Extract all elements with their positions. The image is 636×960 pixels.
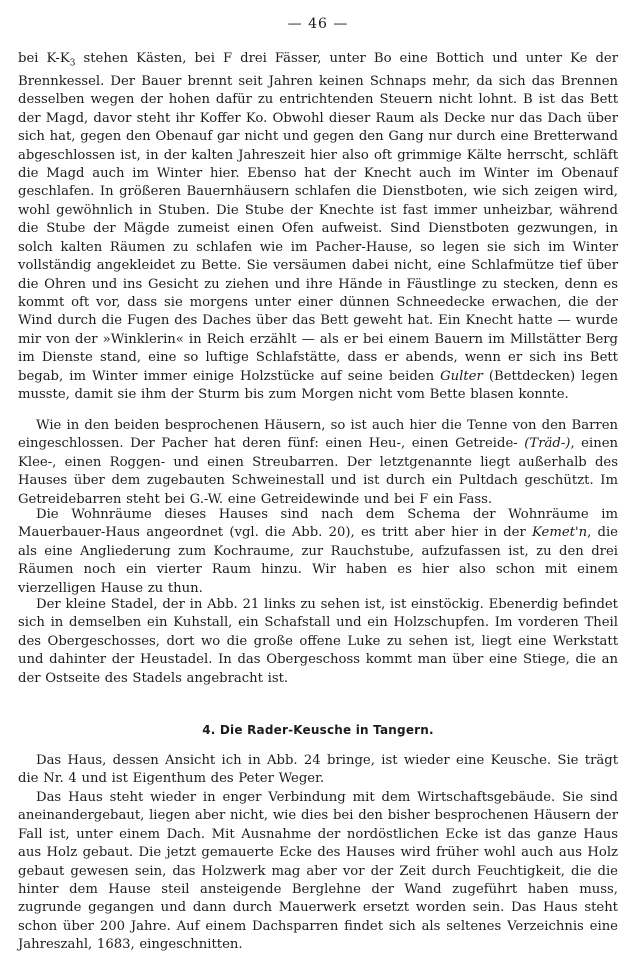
p1-text-a: bei K-K [18,51,70,66]
p2-text-a: Wie in den beiden besprochenen Häusern, so ist auch hier die Tenne von den Barren eingeschlossen. Der Pacher hat deren fünf: einen Heu-, einen Getreide- [18,418,618,452]
p2-text-b: , einen Klee-, einen Roggen- und einen Streubarren. Der letztgenannte liegt außerhalb des Hauses über dem zugebauten Schweinestall und ist durch ein Pultdach geschützt. Im Getreidebarren steht bei G.-W. eine Getreidewinde und bei F ein Fass. [18,436,618,507]
paragraph-2 [18,417,618,509]
paragraph-1 [18,50,618,404]
p3-italic: Kemet'n [532,525,588,541]
p1-text-b: stehen Kästen, bei F drei Fässer, unter Bo eine Bottich und unter Ke der Brennkessel. Der Bauer brennt seit Jahren keinen Schnaps mehr, da sich das Brennen desselben wegen der hohen dafür zu entrichtenden Steuern nicht lohnt. B ist das Bett der Magd, davor steht ihr Koffer Ko. Obwohl dieser Raum als Decke nur das Dach über sich hat, gegen den Obenauf gar nicht und gegen den Gang nur durch eine Bretterwand abgeschlossen ist, in der kalten Jahreszeit hier also oft grimmige Kälte herrscht, schläft die Magd auch im Winter hier. Ebenso hat der Knecht auch im Winter im Obenauf geschlafen. In größeren Bauernhäusern schlafen die Dienstboten, wie sich zeigen wird, wohl gewöhnlich in Stuben. Die Stube der Knechte ist fast immer unheizbar, während die Stube der Mägde zumeist einen Ofen aufweist. Sind Dienstboten gezwungen, in solch kalten Räumen zu schlafen wie im Pacher-Hause, so legen sie sich im Winter vollständig angekleidet zu Bette. Sie versäumen dabei nicht, eine Schlafmütze tief über die Ohren und ins Gesicht zu ziehen und ihre Hände in Fäustlinge zu stecken, denn es kommt oft vor, dass sie morgens unter einer dünnen Schneedecke erwachen, die der Wind durch die Fugen des Daches über das Bett geweht hat. Ein Knecht hatte — wurde mir von der »Winklerin« in Reich erzählt — als er bei einem Bauern im Millstätter Berg im Dienste stand, eine so luftige Schlafstätte, dass er abends, wenn er sich ins Bett begab, im Winter immer einige Holzstücke auf seine beiden [18,51,618,384]
p1-text-c: (Bettdecken) legen musste, damit sie ihm der Sturm bis zum Morgen nicht vom Bette blasen konnte. [18,368,618,402]
paragraph-3 [18,506,618,598]
paragraph-4 [18,596,618,688]
paragraph-6 [18,789,618,955]
p3-text-b: , die als eine Angliederung zum Kochraume, zur Rauchstube, aufzufassen ist, zu den drei Räumen noch ein vierter Raum hinzu. Wir haben es hier also schon mit einem vierzelligen Hause zu thun. [18,525,618,596]
page-number: — 46 — [287,16,349,32]
p1-italic: Gulter [440,368,483,384]
section-heading: 4. Die Rader-Keusche in Tangern. [202,723,434,737]
p6-text: Das Haus steht wieder in enger Verbindung mit dem Wirtschaftsgebäude. Sie sind aneinandergebaut, liegen aber nicht, wie dies bei den bisher besprochenen Häusern der Fall ist, unter einem Dach. Mit Ausnahme der nordöstlichen Ecke ist das ganze Haus aus Holz gebaut. Die jetzt gemauerte Ecke des Hauses wird früher wohl auch aus Holz gebaut gewesen sein, das Holzwerk mag aber vor der Zeit durch Feuchtigkeit, die die hinter dem Hause steil ansteigende Berglehne der Wand zugeführt haben muss, zugrunde gegangen und dann durch Mauerwerk ersetzt worden sein. Das Haus steht schon über 200 Jahre. Auf einem Dachsparren findet sich als seltenes Verzeichnis eine Jahreszahl, 1683, eingeschnitten. [18,790,618,953]
p1-subscript: 3 [69,58,76,69]
paragraph-5 [18,752,618,789]
p5-text: Das Haus, dessen Ansicht ich in Abb. 24 bringe, ist wieder eine Keusche. Sie trägt die Nr. 4 und ist Eigenthum des Peter Weger. [18,753,618,787]
document-page [18,10,618,953]
p2-italic: (Träd-) [524,436,571,452]
p3-text-a: Die Wohnräume dieses Hauses sind nach dem Schema der Wohnräume im Mauerbauer-Haus angeordnet (vgl. die Abb. 20), es tritt aber hier in der [18,507,618,541]
p4-text: Der kleine Stadel, der in Abb. 21 links zu sehen ist, ist einstöckig. Ebenerdig befindet sich in demselben ein Kuhstall, ein Schafstall und ein Holzschupfen. Im vorderen Theil des Obergeschosses, dort wo die große offene Luke zu sehen ist, liegt eine Werkstatt und dahinter der Heustadel. In das Obergeschoss kommt man über eine Stiege, die an der Ostseite des Stadels angebracht ist. [18,597,618,686]
